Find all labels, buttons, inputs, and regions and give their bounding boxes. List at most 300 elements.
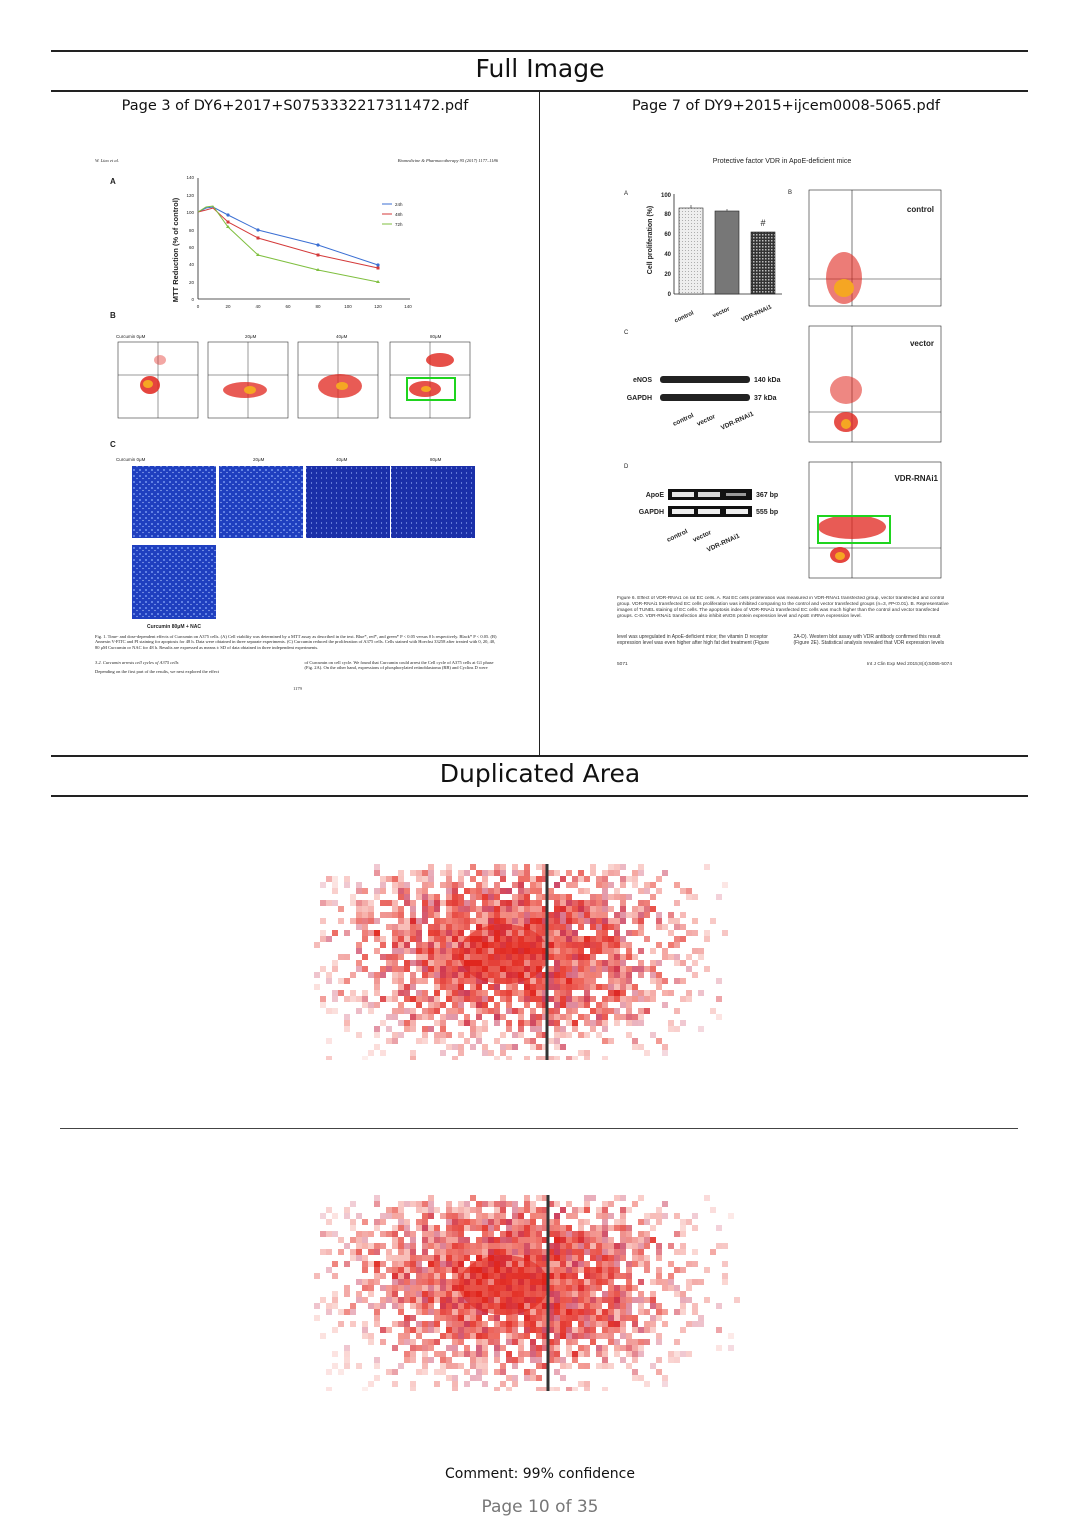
scatter-cell (428, 1026, 434, 1032)
scatter-cell (626, 1279, 632, 1285)
scatter-cell (602, 1321, 608, 1327)
scatter-cell (422, 1327, 428, 1333)
scatter-cell (500, 990, 506, 996)
flow-plot-2 (298, 342, 378, 418)
scatter-cell (422, 1273, 428, 1279)
scatter-cell (548, 870, 554, 876)
scatter-cell (506, 1243, 512, 1249)
scatter-cell (404, 1231, 410, 1237)
scatter-cell (392, 996, 398, 1002)
scatter-cell (362, 1285, 368, 1291)
scatter-cell (518, 1014, 524, 1020)
scatter-cell (440, 1333, 446, 1339)
scatter-cell (578, 1381, 584, 1387)
right-fig-caption: Figure 6. Effect of VDR-RNAi1 on rat EC cells. A. Rat EC cells proliferation was measured in VDR-RNAi1 transfected group, vector transfected and control group. VDR-RNAi1 transfected EC cells proliferation was inhibited comparing to the control and vector transfected groups (n=3, #P<0.01). B. Representative images of TUNEL staining of EC cells. The apoptosis index of VDR-RNAi1 transfected EC cells was much higher than the control and vector transfected groups. C-D. VDR-RNAi1 transfection also inhibit eNOS protein expression level and ApoE mRNA expression level. (617, 596, 949, 619)
scatter-cell (632, 918, 638, 924)
scatter-cell (554, 942, 560, 948)
scatter-cell (368, 912, 374, 918)
scatter-cell (338, 918, 344, 924)
duplicated-top-rule (51, 755, 1028, 757)
scatter-cell (422, 1339, 428, 1345)
scatter-cell (404, 948, 410, 954)
scatter-cell (440, 1363, 446, 1369)
scatter-cell (416, 1219, 422, 1225)
scatter-cell (488, 984, 494, 990)
scatter-cell (662, 948, 668, 954)
scatter-cell (350, 996, 356, 1002)
scatter-cell (464, 1315, 470, 1321)
scatter-cell (710, 1008, 716, 1014)
scatter-cell (674, 924, 680, 930)
scatter-cell (344, 1207, 350, 1213)
scatter-cell (368, 900, 374, 906)
scatter-cell (452, 1327, 458, 1333)
scatter-cell (398, 984, 404, 990)
scatter-cell (398, 882, 404, 888)
scatter-cell (578, 1231, 584, 1237)
scatter-cell (434, 1321, 440, 1327)
scatter-cell (596, 1014, 602, 1020)
scatter-cell (440, 1291, 446, 1297)
nac-label: Curcumin 80μM + NAC (146, 624, 202, 630)
scatter-cell (350, 1321, 356, 1327)
scatter-cell (656, 1333, 662, 1339)
scatter-cell (518, 1032, 524, 1038)
scatter-cell (464, 1219, 470, 1225)
scatter-cell (422, 990, 428, 996)
scatter-cell (476, 1345, 482, 1351)
scatter-cell (530, 906, 536, 912)
scatter-cell (548, 912, 554, 918)
scatter-cell (668, 1026, 674, 1032)
scatter-cell (590, 1315, 596, 1321)
scatter-cell (584, 1351, 590, 1357)
scatter-cell (524, 1056, 530, 1060)
scatter-cell (632, 954, 638, 960)
scatter-cell (344, 876, 350, 882)
scatter-cell (578, 1032, 584, 1038)
scatter-cell (572, 876, 578, 882)
scatter-cell (500, 1231, 506, 1237)
line-24h (198, 207, 378, 265)
scatter-cell (656, 1357, 662, 1363)
scatter-cell (584, 900, 590, 906)
scatter-cell (680, 1297, 686, 1303)
scatter-cell (338, 1237, 344, 1243)
scatter-cell (584, 1261, 590, 1267)
scatter-cell (602, 1291, 608, 1297)
scatter-cell (614, 1291, 620, 1297)
scatter-cell (440, 1038, 446, 1044)
scatter-cell (524, 1195, 530, 1201)
scatter-cell (446, 888, 452, 894)
scatter-cell (470, 1195, 476, 1201)
scatter-cell (572, 960, 578, 966)
scatter-cell (476, 1008, 482, 1014)
scatter-cell (560, 1002, 566, 1008)
scatter-cell (506, 1002, 512, 1008)
scatter-cell (530, 1315, 536, 1321)
scatter-cell (488, 1237, 494, 1243)
scatter-cell (500, 870, 506, 876)
scatter-cell (584, 1309, 590, 1315)
scatter-cell (440, 966, 446, 972)
scatter-cell (578, 1345, 584, 1351)
scatter-cell (512, 906, 518, 912)
scatter-cell (560, 948, 566, 954)
scatter-cell (602, 984, 608, 990)
scatter-cell (602, 930, 608, 936)
scatter-cell (422, 1285, 428, 1291)
scatter-cell (596, 912, 602, 918)
scatter-cell (620, 1285, 626, 1291)
scatter-cell (632, 966, 638, 972)
scatter-cell (626, 1333, 632, 1339)
scatter-cell (554, 1321, 560, 1327)
scatter-cell (458, 906, 464, 912)
scatter-cell (332, 966, 338, 972)
scatter-cell (530, 1231, 536, 1237)
scatter-cell (470, 990, 476, 996)
scatter-cell (446, 924, 452, 930)
scatter-cell (656, 984, 662, 990)
scatter-cell (410, 1279, 416, 1285)
scatter-cell (554, 1014, 560, 1020)
scatter-cell (524, 996, 530, 1002)
scatter-cell (476, 1038, 482, 1044)
scatter-cell (560, 954, 566, 960)
scatter-cell (590, 942, 596, 948)
scatter-cell (644, 912, 650, 918)
scatter-cell (332, 1008, 338, 1014)
scatter-cell (500, 876, 506, 882)
scatter-cell (614, 960, 620, 966)
scatter-cell (554, 900, 560, 906)
scatter-cell (326, 900, 332, 906)
scatter-cell (614, 1249, 620, 1255)
scatter-cell (638, 1291, 644, 1297)
scatter-cell (596, 1213, 602, 1219)
scatter-cell (716, 894, 722, 900)
scatter-cell (494, 1333, 500, 1339)
scatter-cell (434, 942, 440, 948)
scatter-cell (584, 1219, 590, 1225)
scatter-cell (440, 1020, 446, 1026)
scatter-cell (656, 960, 662, 966)
scatter-cell (332, 888, 338, 894)
scatter-cell (650, 1225, 656, 1231)
scatter-cell (596, 1207, 602, 1213)
scatter-cell (398, 1213, 404, 1219)
scatter-cell (566, 1285, 572, 1291)
scatter-cell (506, 912, 512, 918)
scatter-cell (458, 1231, 464, 1237)
scatter-cell (464, 1020, 470, 1026)
scatter-cell (662, 924, 668, 930)
scatter-cell (656, 942, 662, 948)
scatter-cell (668, 1285, 674, 1291)
scatter-cell (668, 1261, 674, 1267)
scatter-cell (584, 876, 590, 882)
scatter-cell (584, 954, 590, 960)
scatter-cell (518, 990, 524, 996)
scatter-cell (440, 1285, 446, 1291)
scatter-cell (572, 1357, 578, 1363)
scatter-cell (494, 1056, 500, 1060)
scatter-cell (554, 1309, 560, 1315)
scatter-cell (638, 924, 644, 930)
scatter-cell (464, 1014, 470, 1020)
scatter-cell (464, 1249, 470, 1255)
scatter-cell (470, 1044, 476, 1050)
scatter-cell (578, 900, 584, 906)
scatter-cell (638, 900, 644, 906)
scatter-cell (440, 918, 446, 924)
scatter-core (459, 924, 549, 984)
scatter-cell (560, 1249, 566, 1255)
scatter-cell (572, 1297, 578, 1303)
scatter-cell (524, 990, 530, 996)
scatter-cell (386, 1231, 392, 1237)
scatter-cell (584, 1231, 590, 1237)
scatter-cell (356, 960, 362, 966)
scatter-cell (500, 864, 506, 870)
scatter-cell (680, 1327, 686, 1333)
scatter-cell (374, 984, 380, 990)
scatter-cell (506, 1201, 512, 1207)
scatter-cell (404, 882, 410, 888)
scatter-cell (572, 1339, 578, 1345)
scatter-cell (620, 936, 626, 942)
scatter-cell (362, 1231, 368, 1237)
scatter-cell (470, 1020, 476, 1026)
left-page-figure (90, 150, 510, 730)
scatter-cell (662, 978, 668, 984)
scatter-cell (356, 1231, 362, 1237)
scatter-cell (410, 1008, 416, 1014)
scatter-cell (626, 1207, 632, 1213)
scatter-cell (494, 1345, 500, 1351)
scatter-cell (674, 882, 680, 888)
scatter-cell (566, 1321, 572, 1327)
scatter-cell (602, 1014, 608, 1020)
panel-letter-b: B (788, 190, 793, 196)
scatter-cell (374, 1219, 380, 1225)
scatter-cell (620, 918, 626, 924)
scatter-cell (488, 1327, 494, 1333)
scatter-cell (452, 1375, 458, 1381)
scatter-cell (488, 1050, 494, 1056)
scatter-cell (596, 1345, 602, 1351)
scatter-cell (632, 990, 638, 996)
scatter-cell (608, 1243, 614, 1249)
scatter-cell (356, 1008, 362, 1014)
scatter-cell (356, 1237, 362, 1243)
scatter-cell (452, 1381, 458, 1387)
scatter-cell (674, 918, 680, 924)
scatter-cell (590, 1020, 596, 1026)
scatter-cell (536, 864, 542, 870)
scatter-cell (404, 1255, 410, 1261)
scatter-cell (572, 942, 578, 948)
scatter-cell (446, 1303, 452, 1309)
scatter-cell (536, 1026, 542, 1032)
scatter-cell (386, 1297, 392, 1303)
scatter-cell (584, 1201, 590, 1207)
scatter-cell (422, 912, 428, 918)
scatter-cell (476, 996, 482, 1002)
scatter-cell (422, 1008, 428, 1014)
scatter-cell (638, 960, 644, 966)
scatter-cell (512, 894, 518, 900)
scatter-cell (434, 1237, 440, 1243)
scatter-cell (608, 864, 614, 870)
scatter-cell (458, 900, 464, 906)
scatter-cell (416, 1038, 422, 1044)
scatter-cell (452, 960, 458, 966)
scatter-cell (602, 1207, 608, 1213)
scatter-cell (632, 1255, 638, 1261)
scatter-cell (578, 1219, 584, 1225)
scatter-cell (602, 924, 608, 930)
scatter-cell (410, 1050, 416, 1056)
scatter-cell (530, 1375, 536, 1381)
scatter-cell (518, 894, 524, 900)
scatter-cell (572, 1279, 578, 1285)
scatter-cell (332, 1291, 338, 1297)
scatter-cell (530, 1255, 536, 1261)
scatter-cell (344, 1345, 350, 1351)
scatter-cell (554, 1255, 560, 1261)
scatter-cell (722, 1261, 728, 1267)
right-flow-plot-control (809, 190, 941, 306)
scatter-cell (644, 1261, 650, 1267)
scatter-cell (440, 978, 446, 984)
scatter-cell (494, 1357, 500, 1363)
scatter-cell (410, 912, 416, 918)
scatter-cell (578, 1249, 584, 1255)
scatter-cell (464, 1213, 470, 1219)
scatter-cell (602, 1351, 608, 1357)
scatter-cell (638, 864, 644, 870)
scatter-cell (578, 912, 584, 918)
scatter-cell (512, 1225, 518, 1231)
scatter-cell (620, 1002, 626, 1008)
scatter-cell (590, 960, 596, 966)
scatter-cell (410, 1357, 416, 1363)
scatter-cell (620, 990, 626, 996)
scatter-cell (722, 1279, 728, 1285)
scatter-cell (560, 966, 566, 972)
scatter-cell (368, 906, 374, 912)
scatter-cell (440, 960, 446, 966)
scatter-cell (458, 1207, 464, 1213)
scatter-cell (482, 1219, 488, 1225)
scatter-cell (560, 1285, 566, 1291)
scatter-cell (494, 1369, 500, 1375)
scatter-cell (422, 1231, 428, 1237)
scatter-cell (518, 1249, 524, 1255)
scatter-cell (524, 876, 530, 882)
scatter-cell (428, 1291, 434, 1297)
scatter-cell (614, 1008, 620, 1014)
scatter-cell (572, 954, 578, 960)
scatter-cell (662, 1201, 668, 1207)
scatter-cell (566, 1032, 572, 1038)
scatter-cell (506, 1387, 512, 1391)
scatter-cell (530, 1201, 536, 1207)
scatter-cell (596, 984, 602, 990)
scatter-cell (392, 990, 398, 996)
scatter-cell (506, 984, 512, 990)
scatter-cell (584, 906, 590, 912)
scatter-cell (554, 1339, 560, 1345)
scatter-cell (524, 1327, 530, 1333)
scatter-cell (560, 978, 566, 984)
scatter-cell (452, 1387, 458, 1391)
scatter-cell (524, 912, 530, 918)
scatter-cell (638, 1339, 644, 1345)
scatter-cell (440, 1315, 446, 1321)
scatter-cell (470, 1375, 476, 1381)
scatter-cell (572, 936, 578, 942)
scatter-cell (560, 1321, 566, 1327)
scatter-cell (560, 1375, 566, 1381)
scatter-cell (602, 888, 608, 894)
scatter-cell (434, 1243, 440, 1249)
scatter-cell (560, 1237, 566, 1243)
scatter-cell (626, 1243, 632, 1249)
scatter-cell (374, 1243, 380, 1249)
scatter-cell (566, 954, 572, 960)
scatter-cell (362, 996, 368, 1002)
line-72h (198, 206, 378, 282)
scatter-cell (614, 936, 620, 942)
scatter-cell (638, 912, 644, 918)
scatter-cell (392, 960, 398, 966)
scatter-cell (488, 894, 494, 900)
scatter-cell (452, 906, 458, 912)
scatter-cell (434, 900, 440, 906)
scatter-cell (566, 1213, 572, 1219)
scatter-cell (620, 1327, 626, 1333)
scatter-cell (326, 1249, 332, 1255)
scatter-cell (470, 888, 476, 894)
scatter-cell (440, 1279, 446, 1285)
scatter-cell (566, 1387, 572, 1391)
scatter-cell (440, 882, 446, 888)
panel-b-label: B (110, 311, 116, 320)
scatter-cell (392, 972, 398, 978)
scatter-cell (536, 1002, 542, 1008)
scatter-cell (572, 1008, 578, 1014)
scatter-cell (380, 972, 386, 978)
scatter-cell (722, 1243, 728, 1249)
scatter-cell (404, 1351, 410, 1357)
scatter-cell (404, 1008, 410, 1014)
scatter-cell (536, 1345, 542, 1351)
scatter-cell (434, 1315, 440, 1321)
scatter-cell (320, 900, 326, 906)
scatter-cell (452, 954, 458, 960)
scatter-cell (458, 984, 464, 990)
scatter-cell (524, 984, 530, 990)
scatter-cell (344, 1020, 350, 1026)
scatter-cell (404, 990, 410, 996)
scatter-cell (410, 1231, 416, 1237)
scatter-cell (452, 924, 458, 930)
scatter-cell (356, 918, 362, 924)
